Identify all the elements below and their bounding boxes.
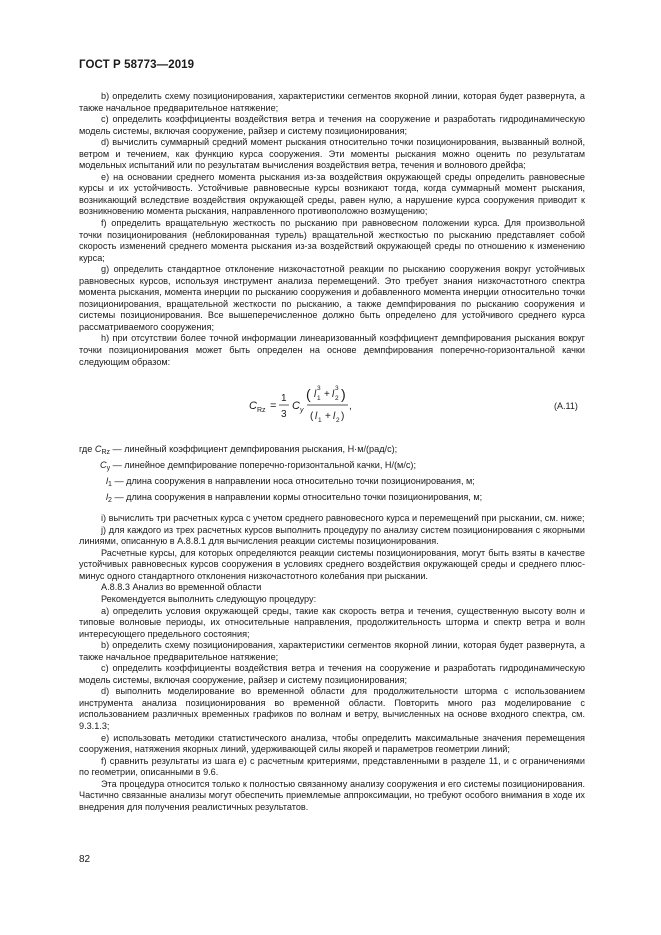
formula-paren-open: ( [306,386,311,403]
paragraph: i) вычислить три расчетных курса с учетом среднего равновесного курса и перемещений при рыскании, см. ниже; [101,513,585,524]
paragraph: d) выполнить моделирование во временной области для продолжительности шторма с использованием инструмента анализа позиционирования во временной области. Повторить много раз моделирование с использованием различных временных графиков по волнам и ветру, вычисленных на основе входного спектра, см. 9.3.1.3; [79,686,585,731]
definitions-list [79,441,585,505]
paragraph: j) для каждого из трех расчетных курсов выполнить процедуру по анализу систем позиционирования с якорными линиями, описанную в А.8.8.1 для вычисления реакции системы позиционирования. [79,524,585,547]
formula-comma: , [349,401,352,413]
formula-l2-num: l [332,389,335,401]
definition-subscript: 2 [108,497,112,505]
definition-item [79,473,585,489]
paragraph: f) сравнить результаты из шага e) с расчетным критериями, представленными в разделе 11, и с ограничениями по геометрии, описанными в 9.6. [79,755,585,778]
paragraph: e) на основании среднего момента рыскания из-за воздействия окружающей среды определить равновесные курсы и их устойчивость. Устойчивые равновесные курсы возникают тогда, когда суммарный момент рыскания, возникающий вследствие воздействия окружающей среды, равен нулю, а нарушение курса сооружения приводит к возникновению момента рыскания, направленного противоположно возмущению; [79,171,585,217]
formula-number: (A.11) [554,401,578,412]
definition-subscript: 1 [108,481,112,489]
document-header: ГОСТ Р 58773—2019 [79,59,195,71]
paragraph: c) определить коэффициенты воздействия ветра и течения на сооружение и разработать гидродинамическую модель системы, включая сооружение, райзер и систему позиционирования; [79,114,585,136]
definition-text: — длина сооружения в направлении кормы относительно точки позиционирования, м; [111,492,483,503]
formula-l2-sub-den: 2 [336,417,340,425]
definition-symbol: C [94,444,102,455]
formula-frac-den: 3 [281,409,287,421]
definition-text: — линейный коэффициент демпфирования рыскания, Н·м/(рад/с); [110,444,398,455]
page-number: 82 [79,854,91,865]
formula-l2-exp: 3 [335,385,339,393]
document-body [79,91,585,813]
paragraph: g) определить стандартное отклонение низкочастотной реакции по рысканию сооружения вокруг устойчивых равновесных курсов, используя инструмент анализа перемещений. Это требует знания низкочастотного спектра момента рыскания, момента инерции по рысканию сооружения и добавленного момента инерции относительно точки позиционирования, вращательной жесткости по рысканию, а также демпфирования по рысканию сооружения и системы позиционирования. Все вышеперечисленное должно быть определено для устойчивого среднего курса рассматриваемого сооружения; [79,264,585,332]
section-heading: А.8.8.3 Анализ во временной области [101,582,262,593]
formula-den-paren-close: ) [341,411,345,423]
formula-paren-close: ) [341,386,346,403]
formula-frac-num: 1 [281,393,287,405]
formula-l1-sub-den: 1 [318,417,322,425]
paragraph: b) определить схему позиционирования, характеристики сегментов якорной линии, которая будет развернута, а также начальное предварительное натяжение; [79,640,585,662]
formula-l1-den: l [315,411,318,423]
formula-l1-num: l [314,389,317,401]
definition-symbol: C [100,460,107,471]
definition-item [79,489,585,505]
formula-equals: = [270,400,277,413]
definition-prefix: где [79,444,95,455]
definition-item [79,441,585,457]
paragraph: d) вычислить суммарный средний момент рыскания относительно точки позиционирования, вызванный волной, ветром и течением, как функцию курса сооружения. Эти моменты рыскания можно оценить по результатам модельных испытаний или по результатам вычисления воздействия ветра, течения и волнового дрейфа; [79,137,585,171]
formula-den-paren-open: ( [310,411,314,423]
formula-plus-den: + [325,411,331,423]
formula-a11 [79,375,585,435]
paragraph: а) определить условия окружающей среды, такие как скорость ветра и течения, существенную высоту волн и типовые волновые периоды, их относительные направления, продолжительность шторма и спектр ветра и волн интересующего предельного состояния; [79,605,585,639]
paragraph: b) определить схему позиционирования, характеристики сегментов якорной линии, которая будет развернута, а также начальное предварительное натяжение; [79,91,585,113]
paragraph: Эта процедура относится только к полностью связанному анализу сооружения и его системы позиционирования. Частично связанные анализы могут обеспечить приемлемые аппроксимации, но требуют особого внимания в ходе их внедрения для получения реалистичных результатов. [79,778,585,812]
formula-cy: C [292,400,300,413]
paragraph: e) использовать методики статистического анализа, чтобы определить максимальные значения перемещения сооружения, натяжения якорных линий, удерживающей силы якорей и параметров геометрии линий; [79,732,585,755]
formula-lhs-sub: Rz [257,407,266,415]
formula-lhs: C [249,400,257,413]
definition-item [79,457,585,473]
formula-l1-sub-num: 1 [317,395,321,403]
definition-symbol: l [106,476,109,487]
paragraph: c) определить коэффициенты воздействия ветра и течения на сооружение и разработать гидродинамическую модель системы, включая сооружение, райзер и систему позиционирования; [79,663,585,685]
formula-l1-exp: 3 [317,385,321,393]
paragraph: Расчетные курсы, для которых определяются реакции системы позиционирования, могут быть взяты в качестве устойчивых равновесных курсов сооружения в условиях среднего воздействия окружающей среды и среднего плюс-минус одного стандартного отклонения низкочастотного колебания при рыскании. [79,547,585,581]
formula-l2-den: l [333,411,336,423]
definition-symbol: l [106,492,109,503]
paragraph: h) при отсутствии более точной информации линеаризованный коэффициент демпфирования рыскания вокруг точки позиционирования может быть определен на основе демпфирования поперечно-горизонтальной качки следующим образом: [79,333,585,367]
formula-plus-num: + [324,389,330,401]
formula-l2-sub-num: 2 [335,395,339,403]
paragraph: Рекомендуется выполнить следующую процедуру: [101,593,317,604]
definition-subscript: y [106,465,111,473]
formula-cy-sub: y [300,407,304,415]
definition-text: — длина сооружения в направлении носа относительно точки позиционирования, м; [111,476,475,487]
paragraph: f) определить вращательную жесткость по рысканию при равновесном положении курса. Для произвольной точки позиционирования (неблокированная турель) вращательной жесткостью по рысканию представляет собой скорость изменений среднего момента рыскания из-за воздействий окружающей среды по отношению к изменению курса; [79,218,585,263]
definition-text: — линейное демпфирование поперечно-горизонтальной качки, Н/(м/с); [110,460,417,471]
definition-subscript: Rz [101,449,111,457]
